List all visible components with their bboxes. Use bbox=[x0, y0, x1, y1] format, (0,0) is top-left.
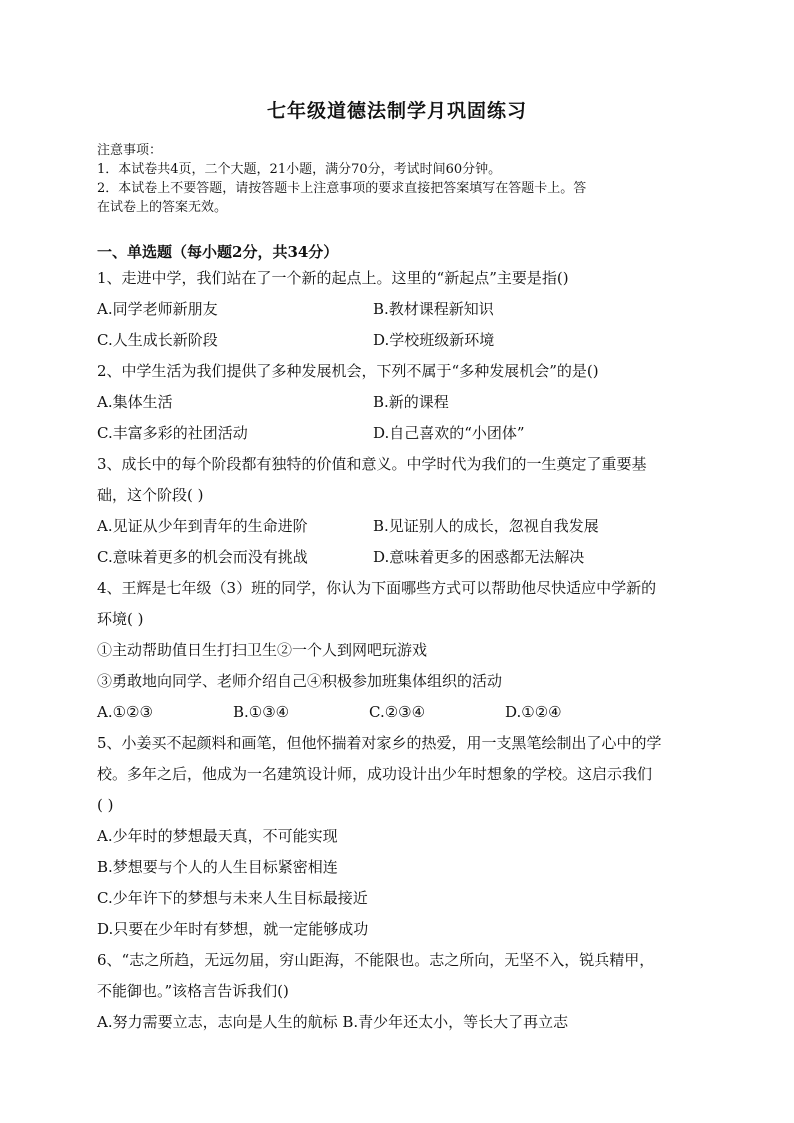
question-1-options-row-2 bbox=[97, 325, 707, 356]
question-4-stem-line-1: 4、王辉是七年级（3）班的同学，你认为下面哪些方式可以帮助他尽快适应中学新的 bbox=[97, 579, 657, 597]
notes-item-1: 1．本试卷共4页，二个大题，21小题，满分70分，考试时间60分钟。 bbox=[97, 162, 502, 177]
question-2-stem: 2、中学生活为我们提供了多种发展机会，下列不属于“多种发展机会”的是() bbox=[97, 362, 599, 380]
question-2-option-c: C.丰富多彩的社团活动 bbox=[97, 424, 248, 442]
question-3-stem-line-1: 3、成长中的每个阶段都有独特的价值和意义。中学时代为我们的一生奠定了重要基 bbox=[97, 455, 647, 473]
question-4-option-a: A.①②③ bbox=[97, 703, 153, 721]
question-2-option-d: D.自己喜欢的“小团体” bbox=[373, 424, 525, 442]
question-6-stem-line-2: 不能御也。”该格言告诉我们() bbox=[97, 982, 289, 1000]
question-3-options-row-1 bbox=[97, 511, 707, 542]
question-4-items-3-4: ③勇敢地向同学、老师介绍自己④积极参加班集体组织的活动 bbox=[97, 672, 503, 690]
notes-item-2-line-2: 在试卷上的答案无效。 bbox=[97, 200, 228, 215]
question-5-option-d: D.只要在少年时有梦想，就一定能够成功 bbox=[97, 920, 369, 938]
question-4-option-c: C.②③④ bbox=[369, 703, 426, 721]
question-3-option-b: B.见证别人的成长，忽视自我发展 bbox=[373, 517, 599, 535]
question-5-stem-line-3: ( ) bbox=[97, 796, 114, 814]
question-1-stem: 1、走进中学，我们站在了一个新的起点上。这里的“新起点”主要是指() bbox=[97, 269, 569, 287]
question-1-option-c: C.人生成长新阶段 bbox=[97, 331, 218, 349]
question-4-items-1-2: ①主动帮助值日生打扫卫生②一个人到网吧玩游戏 bbox=[97, 641, 428, 659]
question-2-option-b: B.新的课程 bbox=[373, 393, 449, 411]
question-2-options-row-2 bbox=[97, 418, 707, 449]
question-1-option-b: B.教材课程新知识 bbox=[373, 300, 494, 318]
notes-heading: 注意事项： bbox=[97, 143, 163, 158]
question-5-stem-line-2: 校。多年之后，他成为一名建筑设计师，成功设计出少年时想象的学校。这启示我们 bbox=[97, 765, 653, 783]
question-2-options-row-1 bbox=[97, 387, 707, 418]
question-6-options-a-b: A.努力需要立志，志向是人生的航标 B.青少年还太小，等长大了再立志 bbox=[97, 1013, 569, 1031]
question-4-stem-line-2: 环境( ) bbox=[97, 610, 144, 628]
question-4-options-row bbox=[97, 697, 707, 728]
page-title: 七年级道德法制学月巩固练习 bbox=[266, 100, 527, 122]
question-5-option-c: C.少年许下的梦想与未来人生目标最接近 bbox=[97, 889, 368, 907]
question-3-option-a: A.见证从少年到青年的生命进阶 bbox=[97, 517, 308, 535]
question-3-stem-line-2: 础，这个阶段( ) bbox=[97, 486, 204, 504]
section-heading: 一、单选题（每小题2分，共34分） bbox=[97, 243, 339, 261]
notes-item-2-line-1: 2．本试卷上不要答题，请按答题卡上注意事项的要求直接把答案填写在答题卡上。答 bbox=[97, 181, 587, 196]
question-1-option-a: A.同学老师新朋友 bbox=[97, 300, 218, 318]
question-3-option-c: C.意味着更多的机会而没有挑战 bbox=[97, 548, 308, 566]
question-1-option-d: D.学校班级新环境 bbox=[373, 331, 495, 349]
question-1-options-row-1 bbox=[97, 294, 707, 325]
question-4-option-d: D.①②④ bbox=[505, 703, 562, 721]
question-5-stem-line-1: 5、小姜买不起颜料和画笔，但他怀揣着对家乡的热爱，用一支黑笔绘制出了心中的学 bbox=[97, 734, 662, 752]
question-3-option-d: D.意味着更多的困惑都无法解决 bbox=[373, 548, 585, 566]
question-6-stem-line-1: 6、“志之所趋，无远勿届，穷山距海，不能限也。志之所向，无坚不入，锐兵精甲， bbox=[97, 951, 655, 969]
question-2-option-a: A.集体生活 bbox=[97, 393, 173, 411]
question-3-options-row-2 bbox=[97, 542, 707, 573]
exam-notes bbox=[97, 141, 707, 217]
question-5-option-b: B.梦想要与个人的人生目标紧密相连 bbox=[97, 858, 338, 876]
question-5-option-a: A.少年时的梦想最天真，不可能实现 bbox=[97, 827, 338, 845]
section-single-choice bbox=[97, 241, 707, 1038]
question-4-option-b: B.①③④ bbox=[233, 703, 290, 721]
